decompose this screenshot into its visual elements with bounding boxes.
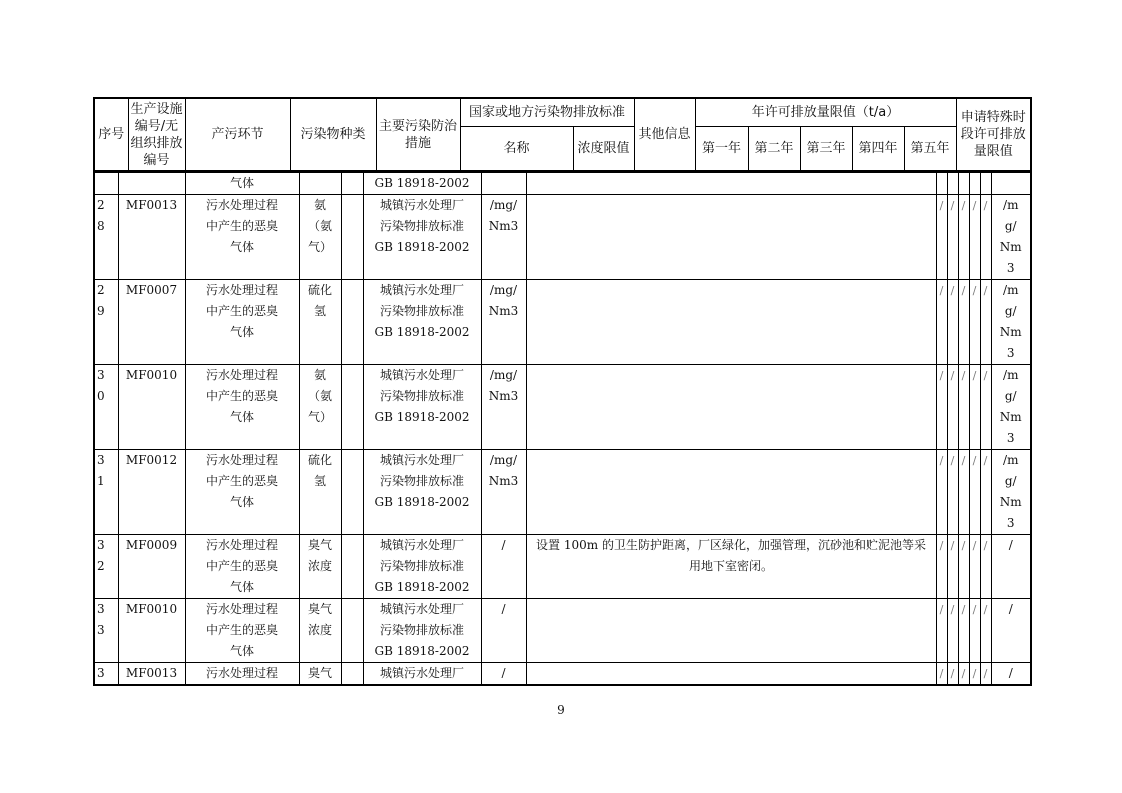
cell-stage-line: 中产生的恶臭 — [205, 219, 278, 233]
cell-standard-line: GB 18918-2002 — [374, 240, 470, 254]
cell-limit — [481, 173, 526, 195]
cell-stage-line: 气体 — [229, 240, 254, 254]
cell-seq — [94, 280, 118, 365]
cell-gap — [341, 450, 363, 535]
cell-facility: MF0009 — [118, 535, 185, 599]
header-special: 申请特殊时段许可排放量限值 — [956, 98, 1031, 171]
header-measures: 主要污染防治措施 — [376, 98, 460, 171]
cell-special-line: /m — [1003, 283, 1019, 297]
cell-stage — [185, 195, 299, 280]
header-annual-group: 年许可排放量限值（t/a） — [695, 98, 956, 126]
cell-pollutant-line: 浓度 — [307, 623, 332, 637]
cell-limit — [481, 365, 526, 450]
header-standard-name: 名称 — [460, 126, 573, 171]
cell-stage-line: 中产生的恶臭 — [205, 623, 278, 637]
cell-facility: MF0007 — [118, 280, 185, 365]
cell-year-4: / — [969, 195, 980, 280]
cell-seq-line: 3 — [97, 623, 105, 637]
cell-facility: MF0013 — [118, 195, 185, 280]
cell-other — [526, 280, 936, 365]
cell-standard-line: 污染物排放标准 — [379, 623, 464, 637]
cell-special-line: Nm — [999, 410, 1022, 424]
cell-year-2: / — [947, 535, 958, 599]
cell-seq-line: 3 — [97, 602, 105, 616]
cell-standard — [363, 663, 481, 686]
cell-standard-line: 城镇污水处理厂 — [379, 602, 464, 616]
cell-other — [526, 195, 936, 280]
cell-standard — [363, 599, 481, 663]
cell-seq-line: 8 — [97, 219, 105, 233]
header-stage: 产污环节 — [185, 98, 290, 171]
cell-gap — [341, 599, 363, 663]
cell-gap — [341, 663, 363, 686]
cell-special-line: 3 — [1006, 346, 1015, 360]
table-row — [94, 599, 1031, 663]
cell-year-4: / — [969, 450, 980, 535]
cell-pollutant — [299, 280, 341, 365]
cell-gap — [341, 173, 363, 195]
cell-limit — [481, 280, 526, 365]
cell-year — [969, 173, 980, 195]
cell-limit-line: /mg/ — [489, 453, 518, 467]
cell-year-4: / — [969, 599, 980, 663]
cell-pollutant — [299, 599, 341, 663]
cell-pollutant-line: 气） — [307, 240, 332, 254]
cell-seq-line: 2 — [97, 283, 105, 297]
cell-standard-line: 污染物排放标准 — [379, 559, 464, 573]
cell-other — [526, 663, 936, 686]
cell-year-3: / — [958, 280, 969, 365]
cell-facility: MF0010 — [118, 365, 185, 450]
cell-standard-line: GB 18918-2002 — [374, 644, 470, 658]
cell-gap — [341, 535, 363, 599]
cell-seq — [94, 450, 118, 535]
cell-special-line: g/ — [1004, 474, 1017, 488]
cell-year — [958, 173, 969, 195]
cell-stage-line: 污水处理过程 — [205, 602, 278, 616]
cell-pollutant-line: 氨 — [313, 198, 326, 212]
cell-special — [991, 280, 1031, 365]
cell-facility — [118, 173, 185, 195]
cell-pollutant-line: （氨 — [307, 389, 332, 403]
cell-seq-line: 0 — [97, 389, 105, 403]
cell-facility: MF0012 — [118, 450, 185, 535]
header-seq: 序号 — [94, 98, 128, 171]
cell-pollutant-line: 硫化 — [307, 453, 332, 467]
cell-stage-line: 污水处理过程 — [205, 538, 278, 552]
cell-seq — [94, 599, 118, 663]
cell-seq — [94, 173, 118, 195]
cell-year-5: / — [980, 663, 991, 686]
cell-other — [526, 173, 936, 195]
cell-stage-line: 污水处理过程 — [205, 283, 278, 297]
cell-special — [991, 535, 1031, 599]
cell-seq — [94, 535, 118, 599]
cell-limit-line: / — [501, 602, 506, 616]
cell-stage-line: 中产生的恶臭 — [205, 559, 278, 573]
cell-special-line: 3 — [1006, 516, 1015, 530]
cell-year-3: / — [958, 195, 969, 280]
cell-pollutant-line: 氢 — [313, 304, 326, 318]
cell-standard-line: 污染物排放标准 — [379, 474, 464, 488]
cell-standard — [363, 365, 481, 450]
header-year-4: 第四年 — [852, 126, 904, 171]
header-year-1: 第一年 — [695, 126, 748, 171]
cell-year-2: / — [947, 599, 958, 663]
cell-special — [991, 173, 1031, 195]
cell-pollutant — [299, 663, 341, 686]
cell-standard-line: 城镇污水处理厂 — [379, 283, 464, 297]
table-row — [94, 365, 1031, 450]
header-year-5: 第五年 — [904, 126, 956, 171]
cell-standard: GB 18918-2002 — [363, 173, 481, 195]
cell-special-line: 3 — [1006, 431, 1015, 445]
cell-standard-line: 城镇污水处理厂 — [379, 453, 464, 467]
cell-year-1: / — [936, 663, 947, 686]
cell-year-4: / — [969, 535, 980, 599]
cell-limit-line: /mg/ — [489, 283, 518, 297]
cell-year-3: / — [958, 450, 969, 535]
cell-limit-line: Nm3 — [488, 219, 519, 233]
cell-special — [991, 195, 1031, 280]
cell-limit-line: /mg/ — [489, 368, 518, 382]
cell-pollutant-line: （氨 — [307, 219, 332, 233]
cell-stage — [185, 450, 299, 535]
cell-stage-line: 污水处理过程 — [205, 198, 278, 212]
cell-limit — [481, 599, 526, 663]
cell-stage-line: 中产生的恶臭 — [205, 389, 278, 403]
cell-pollutant — [299, 450, 341, 535]
header-standard-group: 国家或地方污染物排放标准 — [460, 98, 634, 126]
table-row — [94, 280, 1031, 365]
cell-year-5: / — [980, 195, 991, 280]
cell-limit-line: Nm3 — [488, 304, 519, 318]
cell-year-5: / — [980, 535, 991, 599]
cell-special-line: Nm — [999, 325, 1022, 339]
cell-special — [991, 365, 1031, 450]
table-header — [93, 97, 1032, 172]
cell-pollutant-line: 臭气 — [307, 602, 332, 616]
cell-limit — [481, 535, 526, 599]
cell-standard-line: 城镇污水处理厂 — [379, 368, 464, 382]
cell-limit — [481, 450, 526, 535]
header-pollutant: 污染物种类 — [290, 98, 376, 171]
cell-special-line: g/ — [1004, 389, 1017, 403]
cell-pollutant-line: 气） — [307, 410, 332, 424]
cell-standard-line: GB 18918-2002 — [374, 325, 470, 339]
cell-special-line: Nm — [999, 240, 1022, 254]
cell-seq-line: 3 — [97, 368, 105, 382]
cell-limit-line: Nm3 — [488, 389, 519, 403]
cell-year-5: / — [980, 365, 991, 450]
cell-standard-line: 污染物排放标准 — [379, 219, 464, 233]
cell-seq-line: 2 — [97, 559, 105, 573]
cell-seq-line: 1 — [97, 474, 105, 488]
header-facility: 生产设施编号/无组织排放编号 — [128, 98, 185, 171]
cell-standard-line: 污染物排放标准 — [379, 389, 464, 403]
cell-seq-line: 3 — [97, 453, 105, 467]
cell-seq-line: 2 — [97, 198, 105, 212]
cell-stage — [185, 535, 299, 599]
cell-gap — [341, 280, 363, 365]
cell-special-line: /m — [1003, 368, 1019, 382]
cell-limit-line: /mg/ — [489, 198, 518, 212]
cell-special-line: / — [1008, 666, 1013, 680]
cell-year-2: / — [947, 280, 958, 365]
cell-year-2: / — [947, 365, 958, 450]
cell-standard-line: 污染物排放标准 — [379, 304, 464, 318]
cell-seq — [94, 365, 118, 450]
cell-year-1: / — [936, 450, 947, 535]
cell-pollutant-line: 臭气 — [307, 666, 332, 680]
cell-standard-line: GB 18918-2002 — [374, 495, 470, 509]
header-standard-limit: 浓度限值 — [573, 126, 634, 171]
cell-year-3: / — [958, 365, 969, 450]
cell-year-5: / — [980, 599, 991, 663]
cell-year — [947, 173, 958, 195]
cell-year — [980, 173, 991, 195]
table-body — [93, 172, 1032, 686]
table-row — [94, 535, 1031, 599]
cell-seq — [94, 195, 118, 280]
cell-year-2: / — [947, 663, 958, 686]
cell-year-3: / — [958, 599, 969, 663]
cell-pollutant — [299, 195, 341, 280]
cell-year-1: / — [936, 535, 947, 599]
cell-standard — [363, 450, 481, 535]
cell-special — [991, 663, 1031, 686]
cell-other — [526, 450, 936, 535]
cell-seq-line: 3 — [97, 666, 105, 680]
cell-special-line: / — [1008, 538, 1013, 552]
cell-stage: 气体 — [185, 173, 299, 195]
cell-year-1: / — [936, 195, 947, 280]
cell-gap — [341, 195, 363, 280]
table-row — [94, 195, 1031, 280]
cell-other — [526, 599, 936, 663]
cell-stage — [185, 663, 299, 686]
cell-limit-line: Nm3 — [488, 474, 519, 488]
cell-year-4: / — [969, 365, 980, 450]
cell-pollutant-line: 臭气 — [307, 538, 332, 552]
cell-special-line: g/ — [1004, 219, 1017, 233]
cell-year-4: / — [969, 663, 980, 686]
cell-stage-line: 污水处理过程 — [205, 666, 278, 680]
cell-stage-line: 气体 — [229, 325, 254, 339]
cell-stage-line: 中产生的恶臭 — [205, 474, 278, 488]
cell-stage-line: 气体 — [229, 644, 254, 658]
cell-pollutant-line: 硫化 — [307, 283, 332, 297]
cell-pollutant-line: 氢 — [313, 474, 326, 488]
cell-pollutant-line: 氨 — [313, 368, 326, 382]
header-other: 其他信息 — [634, 98, 695, 171]
table-row-continuation — [94, 173, 1031, 195]
cell-standard — [363, 535, 481, 599]
cell-standard — [363, 195, 481, 280]
cell-seq-line: 3 — [97, 538, 105, 552]
cell-other — [526, 365, 936, 450]
cell-stage-line: 气体 — [229, 495, 254, 509]
cell-year-2: / — [947, 195, 958, 280]
cell-seq — [94, 663, 118, 686]
cell-stage-line: 污水处理过程 — [205, 368, 278, 382]
table-row — [94, 450, 1031, 535]
cell-year-2: / — [947, 450, 958, 535]
cell-special-line: g/ — [1004, 304, 1017, 318]
cell-standard-line: 城镇污水处理厂 — [379, 538, 464, 552]
cell-year-3: / — [958, 663, 969, 686]
cell-stage-line: 气体 — [229, 580, 254, 594]
cell-year-1: / — [936, 280, 947, 365]
cell-other: 设置 100m 的卫生防护距离，厂区绿化，加强管理，沉砂池和贮泥池等采用地下室密闭。 — [526, 535, 936, 599]
cell-limit — [481, 663, 526, 686]
cell-facility: MF0013 — [118, 663, 185, 686]
cell-standard — [363, 280, 481, 365]
cell-year-1: / — [936, 365, 947, 450]
cell-pollutant — [299, 173, 341, 195]
cell-stage-line: 气体 — [229, 410, 254, 424]
cell-year-5: / — [980, 280, 991, 365]
cell-special-line: Nm — [999, 495, 1022, 509]
cell-standard-line: GB 18918-2002 — [374, 410, 470, 424]
cell-limit — [481, 195, 526, 280]
cell-standard-line: GB 18918-2002 — [374, 580, 470, 594]
cell-stage — [185, 599, 299, 663]
cell-special-line: / — [1008, 602, 1013, 616]
cell-year — [936, 173, 947, 195]
cell-stage-line: 污水处理过程 — [205, 453, 278, 467]
cell-year-4: / — [969, 280, 980, 365]
cell-stage — [185, 280, 299, 365]
cell-pollutant — [299, 535, 341, 599]
cell-special-line: /m — [1003, 198, 1019, 212]
cell-pollutant — [299, 365, 341, 450]
page-number: 9 — [557, 703, 565, 717]
cell-special-line: /m — [1003, 453, 1019, 467]
cell-pollutant-line: 浓度 — [307, 559, 332, 573]
cell-year-1: / — [936, 599, 947, 663]
header-year-3: 第三年 — [800, 126, 852, 171]
cell-seq-line: 9 — [97, 304, 105, 318]
cell-gap — [341, 365, 363, 450]
cell-facility: MF0010 — [118, 599, 185, 663]
header-year-2: 第二年 — [748, 126, 800, 171]
cell-standard-line: 城镇污水处理厂 — [379, 666, 464, 680]
cell-limit-line: / — [501, 666, 506, 680]
cell-standard-line: 城镇污水处理厂 — [379, 198, 464, 212]
cell-special-line: 3 — [1006, 261, 1015, 275]
table-row — [94, 663, 1031, 686]
cell-stage — [185, 365, 299, 450]
cell-special — [991, 599, 1031, 663]
cell-special — [991, 450, 1031, 535]
cell-stage-line: 中产生的恶臭 — [205, 304, 278, 318]
cell-year-5: / — [980, 450, 991, 535]
cell-year-3: / — [958, 535, 969, 599]
cell-limit-line: / — [501, 538, 506, 552]
